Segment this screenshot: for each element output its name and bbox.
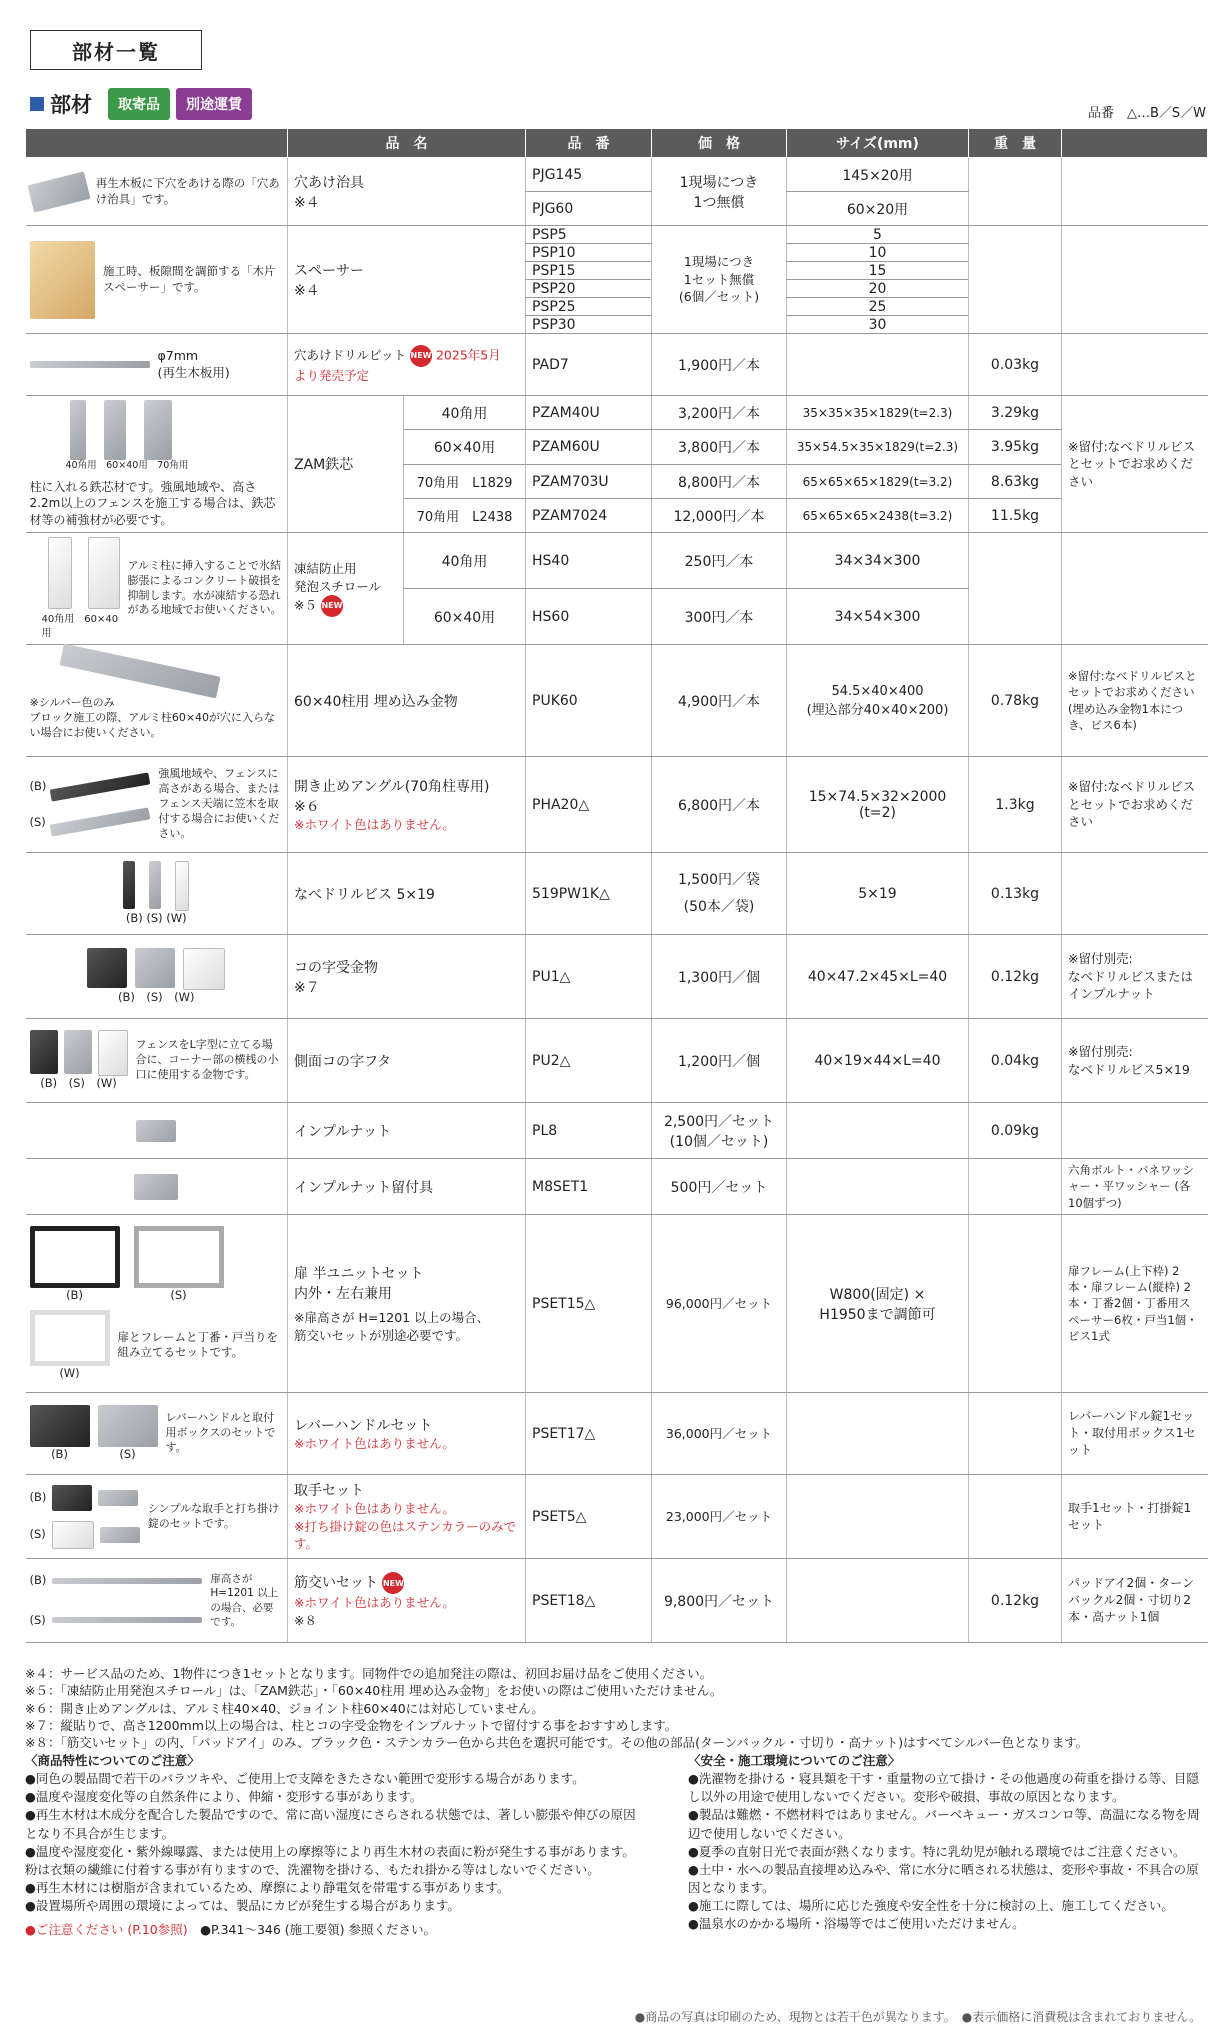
header-remark bbox=[1062, 129, 1208, 158]
product-weight: 0.12kg bbox=[969, 1559, 1062, 1643]
product-weight: 8.63kg bbox=[969, 465, 1062, 499]
caution-item: ●温度や湿度変化・紫外線曝露、または使用上の摩擦等により再生木材の表面に粉が発生する事があります。粉は衣類の繊維に付着する事が有りますので、洗濯物を掛ける、もたれ掛かる等はしないでください。 bbox=[25, 1843, 635, 1877]
table-row bbox=[26, 1393, 1208, 1475]
footnote: ※７：縦貼りで、高さ1200mm以上の場合は、柱とコの字受金物をインプルナットで留付する事をおすすめします。 bbox=[25, 1717, 678, 1733]
product-name: 側面コの字フタ bbox=[288, 1019, 526, 1103]
table-row bbox=[26, 226, 1208, 244]
product-name: 60×40柱用 埋め込み金物 bbox=[288, 645, 526, 757]
product-size: 15 bbox=[787, 262, 969, 280]
product-code: PU1△ bbox=[526, 935, 652, 1019]
product-code: PZAM60U bbox=[526, 430, 652, 465]
caution-reference-link[interactable]: ●ご注意ください (P.10参照) bbox=[25, 1922, 188, 1938]
caution-item: ●同色の製品間で若干のバラツキや、ご使用上で支障をきたさない範囲で変形する場合があります。 bbox=[25, 1771, 585, 1787]
pic-label: 60×40用 bbox=[106, 460, 148, 472]
caution-title: 〈安全・施工環境についてのご注意〉 bbox=[688, 1753, 901, 1768]
color-note: ※ホワイト色はありません。 bbox=[294, 1435, 455, 1451]
row-caption: アルミ柱に挿入することで氷結膨張によるコンクリート破損を抑制します。水が凍結する恐れがある地域でお使いください。 bbox=[127, 558, 282, 617]
product-variant: 40角用 bbox=[404, 396, 526, 430]
section-header bbox=[30, 88, 252, 120]
product-price: 3,800円／本 bbox=[652, 430, 787, 465]
product-price: 9,800円／セット bbox=[652, 1559, 787, 1643]
product-code: 519PW1K△ bbox=[526, 853, 652, 935]
product-name: 穴あけ治具 ※４ bbox=[288, 158, 526, 226]
product-code: PSET5△ bbox=[526, 1475, 652, 1559]
product-name: 開き止めアングル(70角柱専用) ※６ bbox=[294, 778, 490, 815]
product-note: ※扉高さが H=1201 以上の場合、 筋交いセットが別途必要です。 bbox=[294, 1310, 490, 1343]
pic-label: (B) (S) (W) bbox=[40, 1075, 117, 1090]
product-price: 1,300円／個 bbox=[652, 935, 787, 1019]
footnotes bbox=[25, 1665, 1088, 1751]
door-unit-images bbox=[30, 1226, 284, 1304]
table-row bbox=[26, 1159, 1208, 1215]
new-badge: NEW bbox=[321, 595, 343, 617]
product-price: 300円／本 bbox=[652, 589, 787, 645]
caution-item: ●設置場所や周囲の環境によっては、製品にカビが発生する場合があります。 bbox=[25, 1898, 460, 1913]
row-caption: 施工時、板隙間を調節する「木片スペーサー」です。 bbox=[102, 263, 276, 294]
pic-label: (B) bbox=[29, 1489, 47, 1504]
product-name: 扉 半ユニットセット 内外・左右兼用 bbox=[294, 1266, 424, 1302]
product-code: PSP15 bbox=[526, 262, 652, 280]
product-price: 1現場につき 1つ無償 bbox=[652, 158, 787, 226]
product-code: PSP10 bbox=[526, 244, 652, 262]
product-code: PZAM7024 bbox=[526, 499, 652, 533]
product-code: M8SET1 bbox=[526, 1159, 652, 1215]
product-name: インプルナット bbox=[288, 1103, 526, 1159]
product-size: 40×19×44×L=40 bbox=[787, 1019, 969, 1103]
product-price: 4,900円／本 bbox=[652, 645, 787, 757]
header-code: 品 番 bbox=[526, 129, 652, 158]
table-row bbox=[26, 935, 1208, 1019]
product-code: PZAM703U bbox=[526, 465, 652, 499]
footnote: ※４：サービス品のため、1物件につき1セットとなります。同物件での追加発注の際は、初回お届け品をご使用ください。 bbox=[25, 1666, 713, 1681]
product-price: 1,900円／本 bbox=[652, 334, 787, 396]
pickup-badge: 取寄品 bbox=[108, 88, 170, 120]
row-caption: 扉とフレームと丁番・戸当りを組み立てるセットです。 bbox=[117, 1329, 279, 1360]
bolt-set-image bbox=[134, 1174, 178, 1200]
embed-fitting-image bbox=[59, 644, 220, 699]
product-size: 35×35×35×1829(t=2.3) bbox=[787, 396, 969, 430]
product-remark: 六角ボルト・バネワッシャー・平ワッシャー (各10個ずつ) bbox=[1062, 1159, 1208, 1215]
product-size: 10 bbox=[787, 244, 969, 262]
pic-label: (S) bbox=[29, 1612, 46, 1627]
product-remark: 取手1セット・打掛錠1セット bbox=[1062, 1475, 1208, 1559]
product-variant: 40角用 bbox=[404, 533, 526, 589]
side-cover-images bbox=[30, 1030, 128, 1076]
table-row bbox=[26, 334, 1208, 396]
pic-label: 40角用 bbox=[65, 460, 97, 472]
product-remark: ※留付:なべドリルビスとセットでお求めください bbox=[1062, 396, 1208, 533]
pic-label: (B) bbox=[51, 1446, 68, 1461]
product-code: PSP30 bbox=[526, 316, 652, 334]
row-caption: 再生木板に下穴をあける際の「穴あけ治具」です。 bbox=[95, 175, 280, 206]
product-name: 凍結防止用 発泡スチロール ※５ bbox=[294, 561, 382, 613]
product-code: HS40 bbox=[526, 533, 652, 589]
table-row bbox=[26, 158, 1208, 192]
row-caption: フェンスをL字型に立てる場合に、コーナー部の横桟の小口に使用する金物です。 bbox=[135, 1038, 279, 1081]
caution-title: 〈商品特性についてのご注意〉 bbox=[25, 1753, 200, 1768]
product-size: 34×54×300 bbox=[787, 589, 969, 645]
product-size: 25 bbox=[787, 298, 969, 316]
code-legend: 品番 △…B／S／W bbox=[1087, 106, 1206, 121]
lever-handle-images bbox=[30, 1405, 158, 1463]
product-code: PSET15△ bbox=[526, 1215, 652, 1393]
product-variant: 60×40用 bbox=[404, 430, 526, 465]
product-name: ZAM鉄芯 bbox=[288, 396, 404, 533]
row-caption: ※シルバー色のみ ブロック施工の際、アルミ柱60×40が穴に入らない場合にお使いください。 bbox=[29, 696, 276, 739]
table-header bbox=[26, 129, 1208, 158]
product-remark: ※留付別売: なべドリルビスまたはインプルナット bbox=[1062, 935, 1208, 1019]
table-row bbox=[26, 757, 1208, 853]
product-price: 250円／本 bbox=[652, 533, 787, 589]
color-note: ※ホワイト色はありません。 bbox=[294, 1595, 455, 1610]
product-remark: 扉フレーム(上下枠) 2本・扉フレーム(縦枠) 2本・丁番2個・丁番用スペーサー6枚・戸当1個・ビス1式 bbox=[1062, 1215, 1208, 1393]
product-code: PU2△ bbox=[526, 1019, 652, 1103]
caution-item: ●洗濯物を掛ける・寝具類を干す・重量物の立て掛け・その他過度の荷重を掛ける等、目隠し以外の用途で使用しないでください。変形や破損、事故の原因となります。 bbox=[688, 1771, 1199, 1805]
row-caption: 強風地域や、フェンスに高さがある場合、またはフェンス天端に笠木を取付する場合にお使いください。 bbox=[158, 767, 280, 840]
table-row bbox=[26, 1559, 1208, 1643]
row-caption: 扉高さが H=1201 以上の場合、必要です。 bbox=[210, 1573, 279, 1628]
angle-silver-image bbox=[49, 808, 150, 837]
row-caption: レバーハンドルと取付用ボックスのセットです。 bbox=[165, 1411, 276, 1454]
product-size: 54.5×40×400 (埋込部分40×40×200) bbox=[787, 645, 969, 757]
new-badge: NEW bbox=[382, 1572, 404, 1594]
pic-label: (S) bbox=[119, 1446, 136, 1461]
header-weight: 重 量 bbox=[969, 129, 1062, 158]
product-size: 5 bbox=[787, 226, 969, 244]
pic-label: (B) (S) (W) bbox=[125, 910, 187, 925]
caution-item: ●温泉水のかかる場所・浴場等ではご使用いただけません。 bbox=[688, 1916, 1025, 1932]
product-remark: レバーハンドル錠1セット・取付用ボックス1セット bbox=[1062, 1393, 1208, 1475]
caution-item: ●再生木材は木成分を配合した製品ですので、常に高い湿度にさらされる状態では、著しい膨張や伸びの原因となり不具合が生じます。 bbox=[25, 1807, 636, 1841]
product-price: 12,000円／本 bbox=[652, 499, 787, 533]
product-size: 20 bbox=[787, 280, 969, 298]
product-variant: 70角用 L2438 bbox=[404, 499, 526, 533]
parts-table bbox=[25, 128, 1208, 1643]
row-caption: シンプルな取手と打ち掛け錠のセットです。 bbox=[147, 1501, 280, 1530]
product-price: 500円／セット bbox=[652, 1159, 787, 1215]
product-size: 65×65×65×2438(t=3.2) bbox=[787, 499, 969, 533]
pic-label: (W) bbox=[59, 1365, 80, 1380]
section-label: 部材 bbox=[50, 93, 92, 117]
product-size: 15×74.5×32×2000 (t=2) bbox=[787, 757, 969, 853]
product-weight: 0.13kg bbox=[969, 853, 1062, 935]
product-price: 8,800円／本 bbox=[652, 465, 787, 499]
product-size: 30 bbox=[787, 316, 969, 334]
release-note: 2025年5月 より発売予定 bbox=[294, 347, 501, 383]
styrofoam-images bbox=[30, 537, 120, 609]
product-code: PSP5 bbox=[526, 226, 652, 244]
product-price: 2,500円／セット (10個／セット) bbox=[652, 1103, 787, 1159]
product-size: 35×54.5×35×1829(t=2.3) bbox=[787, 430, 969, 465]
pic-label: (S) bbox=[170, 1287, 187, 1302]
product-name: インプルナット留付具 bbox=[288, 1159, 526, 1215]
product-name: 取手セット bbox=[294, 1483, 364, 1500]
table-row bbox=[26, 396, 1208, 430]
footnote: ※６：開き止めアングルは、アルミ柱40×40、ジョイント柱60×40には対応していません。 bbox=[25, 1700, 544, 1716]
pic-label: (S) bbox=[29, 1526, 46, 1541]
product-name: なべドリルビス 5×19 bbox=[288, 853, 526, 935]
product-price: 23,000円／セット bbox=[652, 1475, 787, 1559]
product-size: 5×19 bbox=[787, 853, 969, 935]
handle-set-images bbox=[30, 1485, 140, 1549]
bracket-images bbox=[30, 948, 284, 990]
product-code: PJG145 bbox=[526, 158, 652, 192]
product-variant: 70角用 L1829 bbox=[404, 465, 526, 499]
footnote: ※８：「筋交いセット」の内、「パッドアイ」のみ、ブラック色・ステンカラー色から共色を選択可能です。その他の部品(ターンバックル・寸切り・高ナット)はすべてシルバー色となります。 bbox=[25, 1735, 1089, 1750]
product-code: PSET17△ bbox=[526, 1393, 652, 1475]
safety-cautions bbox=[688, 1752, 1208, 1933]
product-weight: 0.09kg bbox=[969, 1103, 1062, 1159]
table-row bbox=[26, 533, 1208, 589]
header-size: サイズ(mm) bbox=[787, 129, 969, 158]
product-name: レバーハンドルセット bbox=[294, 1417, 433, 1434]
product-size: 145×20用 bbox=[787, 158, 969, 192]
product-weight: 0.78kg bbox=[969, 645, 1062, 757]
drill-bit-image bbox=[30, 361, 150, 368]
table-row bbox=[26, 645, 1208, 757]
product-code: PHA20△ bbox=[526, 757, 652, 853]
bottom-note: ●商品の写真は印刷のため、現物とは若干色が異なります。 ●表示価格に消費税は含まれておりません。 bbox=[634, 2010, 1201, 2024]
pic-label: (B) bbox=[66, 1287, 83, 1302]
caution-item: ●夏季の直射日光で表面が熱くなります。特に乳幼児が触れる環境ではご注意ください。 bbox=[688, 1843, 1186, 1859]
screw-images bbox=[30, 861, 284, 911]
pic-label: (B) bbox=[29, 1572, 47, 1587]
caution-item: ●製品は難燃・不燃材料ではありません。バーベキュー・ガスコンロ等、高温になる物を周辺で使用しないでください。 bbox=[688, 1807, 1200, 1841]
table-row bbox=[26, 853, 1208, 935]
product-remark: ※留付別売: なべドリルビス5×19 bbox=[1062, 1019, 1208, 1103]
footnote: ※５：「凍結防止用発泡スチロール」は、「ZAM鉄芯」・「60×40柱用 埋め込み金物」をお使いの際はご使用いただけません。 bbox=[25, 1683, 723, 1699]
product-cautions bbox=[25, 1752, 645, 1939]
new-badge: NEW bbox=[410, 345, 432, 367]
product-price: 1現場につき 1セット無償 (6個／セット) bbox=[652, 226, 787, 334]
product-remark: ※留付:なべドリルビスとセットでお求めください (埋め込み金物1本につき、ビス6本) bbox=[1062, 645, 1208, 757]
product-code: PSET18△ bbox=[526, 1559, 652, 1643]
caution-item: ●土中・水への製品直接埋め込みや、常に水分に晒される状態は、変形や事故・不具合の原因となります。 bbox=[688, 1861, 1199, 1895]
product-size: W800(固定) × H1950まで調節可 bbox=[787, 1215, 969, 1393]
zam-core-images bbox=[30, 400, 284, 460]
product-price: 96,000円／セット bbox=[652, 1215, 787, 1393]
page-title: 部材一覧 bbox=[30, 30, 202, 70]
row-caption: φ7mm (再生木板用) bbox=[157, 347, 230, 380]
product-code: PJG60 bbox=[526, 192, 652, 226]
drilling-jig-image bbox=[27, 171, 90, 212]
header-name: 品 名 bbox=[288, 129, 526, 158]
product-name: スペーサー ※４ bbox=[288, 226, 526, 334]
color-note: ※ホワイト色はありません。 bbox=[294, 816, 455, 832]
header-price: 価 格 bbox=[652, 129, 787, 158]
construction-reference-link[interactable]: ●P.341～346 (施工要領) 参照ください。 bbox=[200, 1922, 437, 1938]
product-code: PSP25 bbox=[526, 298, 652, 316]
product-weight: 11.5kg bbox=[969, 499, 1062, 533]
product-remark: ※留付:なべドリルビスとセットでお求めください bbox=[1062, 757, 1208, 853]
product-weight: 3.29kg bbox=[969, 396, 1062, 430]
pic-label: (S) bbox=[29, 814, 46, 829]
shipping-badge: 別途運賃 bbox=[176, 88, 252, 120]
wood-spacer-image bbox=[30, 241, 95, 319]
pic-label: (B) bbox=[29, 778, 47, 793]
product-variant: 60×40用 bbox=[404, 589, 526, 645]
product-code: PSP20 bbox=[526, 280, 652, 298]
product-price: 36,000円／セット bbox=[652, 1393, 787, 1475]
brace-set-images bbox=[30, 1573, 203, 1628]
pic-label: 40角用 bbox=[41, 614, 75, 625]
product-size: 60×20用 bbox=[787, 192, 969, 226]
product-code: PAD7 bbox=[526, 334, 652, 396]
pic-label: 60×40用 bbox=[41, 614, 119, 639]
product-price: 6,800円／本 bbox=[652, 757, 787, 853]
row-caption: 柱に入れる鉄芯材です。強風地域や、高さ2.2m以上のフェンスを施工する場合は、鉄芯材等の補強材が必要です。 bbox=[29, 480, 276, 527]
product-code: PL8 bbox=[526, 1103, 652, 1159]
color-note: ※ホワイト色はありません。 ※打ち掛け錠の色はステンカラーのみです。 bbox=[294, 1501, 517, 1552]
product-size: 65×65×65×1829(t=3.2) bbox=[787, 465, 969, 499]
product-price: 1,200円／個 bbox=[652, 1019, 787, 1103]
caution-item: ●施工に際しては、場所に応じた強度や安全性を十分に検討の上、施工してください。 bbox=[688, 1898, 1174, 1913]
product-note: ※８ bbox=[294, 1612, 317, 1628]
table-row bbox=[26, 1019, 1208, 1103]
table-row bbox=[26, 1215, 1208, 1393]
product-name: 筋交いセット bbox=[294, 1575, 378, 1591]
pic-label: (B) (S) (W) bbox=[118, 989, 195, 1004]
table-row bbox=[26, 1103, 1208, 1159]
product-weight: 0.12kg bbox=[969, 935, 1062, 1019]
pic-label: 70角用 bbox=[157, 460, 189, 472]
caution-item: ●温度や湿度変化等の自然条件により、伸縮・変形する事があります。 bbox=[25, 1789, 423, 1805]
product-weight: 0.04kg bbox=[969, 1019, 1062, 1103]
section-marker bbox=[30, 97, 44, 111]
caution-item: ●再生木材には樹脂が含まれているため、摩擦により静電気を帯電する事があります。 bbox=[25, 1879, 510, 1895]
product-code: PUK60 bbox=[526, 645, 652, 757]
product-price: 3,200円／本 bbox=[652, 396, 787, 430]
product-size: 34×34×300 bbox=[787, 533, 969, 589]
product-price: 1,500円／袋 (50本／袋) bbox=[652, 853, 787, 935]
product-weight: 3.95kg bbox=[969, 430, 1062, 465]
product-name: コの字受金物 ※７ bbox=[288, 935, 526, 1019]
product-remark: パッドアイ2個・ターンバックル2個・寸切り2本・高ナット1個 bbox=[1062, 1559, 1208, 1643]
product-name: 穴あけドリルビット bbox=[294, 347, 407, 363]
table-row bbox=[26, 1475, 1208, 1559]
product-code: PZAM40U bbox=[526, 396, 652, 430]
angle-black-image bbox=[50, 772, 151, 801]
product-size: 40×47.2×45×L=40 bbox=[787, 935, 969, 1019]
product-weight: 0.03kg bbox=[969, 334, 1062, 396]
product-code: HS60 bbox=[526, 589, 652, 645]
product-weight: 1.3kg bbox=[969, 757, 1062, 853]
impl-nut-image bbox=[136, 1120, 176, 1142]
